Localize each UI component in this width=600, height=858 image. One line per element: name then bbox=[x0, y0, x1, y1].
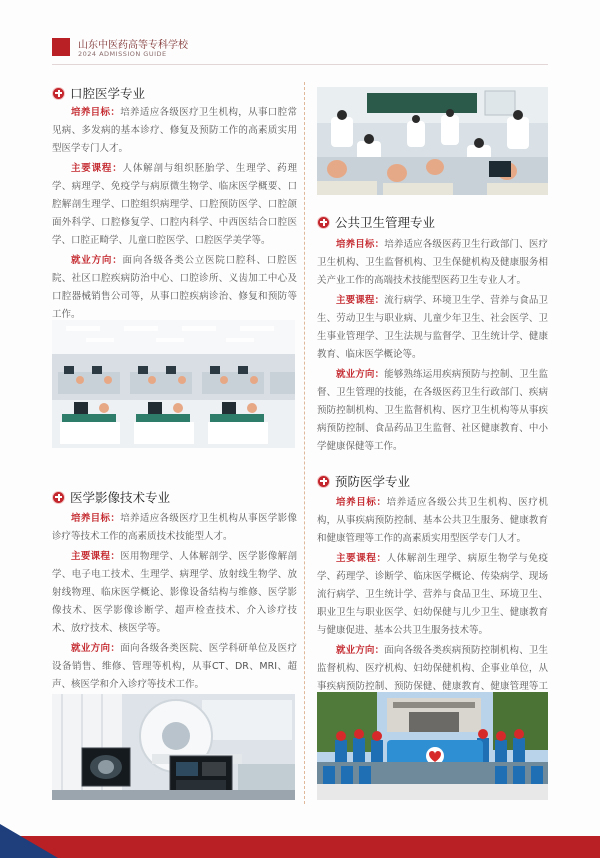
courses-paragraph bbox=[52, 548, 297, 638]
medical-cross-icon bbox=[317, 475, 330, 488]
goal-text: 培养适应各级医药卫生行政部门、医疗卫生机构、卫生监督机构、卫生保健机构及健康服务相关产业工作的高端技术技能型医药卫生专业人才。 bbox=[317, 239, 548, 286]
courses-label: 主要课程： bbox=[336, 295, 385, 306]
courses-text: 人体解剖与组织胚胎学、生理学、药理学、病理学、免疫学与病原微生物学、临床医学概要、口腔解剖生理学、口腔组织病理学、口腔预防医学、口腔颌面外科学、口腔修复学、口腔内科学、中西医结合口腔医学、口腔正畸学、儿童口腔医学、口腔医学美学等。 bbox=[52, 163, 297, 246]
section-body-preventive bbox=[317, 494, 548, 716]
ct-scanner-photo bbox=[52, 694, 295, 800]
section-title-public-health bbox=[317, 213, 435, 231]
section-name: 医学影像技术专业 bbox=[70, 490, 171, 505]
career-paragraph bbox=[52, 252, 297, 324]
goal-label: 培养目标： bbox=[336, 497, 387, 508]
career-label: 就业方向： bbox=[71, 255, 123, 266]
goal-paragraph bbox=[317, 236, 548, 290]
career-label: 就业方向： bbox=[336, 369, 385, 380]
goal-label: 培养目标： bbox=[336, 239, 385, 250]
practice-classroom-photo bbox=[317, 87, 548, 195]
courses-label: 主要课程： bbox=[71, 163, 123, 174]
medical-cross-icon bbox=[52, 491, 65, 504]
goal-text: 培养适应各级医疗卫生机构从事医学影像诊疗等技术工作的高素质技术技能型人才。 bbox=[52, 513, 297, 542]
header-rule bbox=[52, 64, 548, 65]
section-title-preventive bbox=[317, 472, 410, 490]
courses-paragraph bbox=[52, 160, 297, 250]
goal-text: 培养适应各级公共卫生机构、医疗机构，从事疾病预防控制、基本公共卫生服务、健康教育和健康管理等工作的高素质实用型医学专门人才。 bbox=[317, 497, 548, 544]
volunteer-group-photo bbox=[317, 692, 548, 800]
section-name: 口腔医学专业 bbox=[70, 86, 146, 101]
school-logo-mark bbox=[52, 38, 70, 56]
courses-text: 流行病学、环境卫生学、营养与食品卫生、劳动卫生与职业病、儿童少年卫生、社会医学、卫生事业管理学、卫生法规与监督学、卫生统计学、健康教育、临床医学概论等。 bbox=[317, 295, 548, 360]
courses-text: 人体解剖生理学、病原生物学与免疫学、药理学、诊断学、临床医学概论、传染病学、现场流行病学、卫生统计学、营养与食品卫生、环境卫生、职业卫生与职业医学、妇幼保健与儿少卫生、健康教育与健康促进、基本公共卫生服务技术等。 bbox=[317, 553, 548, 636]
section-name: 预防医学专业 bbox=[335, 474, 411, 489]
admission-subtitle: 2024 ADMISSION GUIDE bbox=[78, 50, 167, 58]
courses-label: 主要课程： bbox=[336, 553, 387, 564]
goal-paragraph bbox=[52, 510, 297, 546]
footer-accent bbox=[0, 824, 58, 858]
medical-cross-icon bbox=[52, 87, 65, 100]
goal-label: 培养目标： bbox=[71, 513, 121, 524]
career-text: 能够熟练运用疾病预防与控制、卫生监督、卫生管理的技能，在各级医药卫生行政部门、疾病预防控制机构、卫生监督机构、医疗卫生机构等从事疾病预防控制、食品药品卫生监督、社区健康教育、中小学健康保健等工作。 bbox=[317, 369, 548, 452]
goal-text: 培养适应各级医疗卫生机构，从事口腔常见病、多发病的基本诊疗、修复及预防工作的高素质实用型医学专门人才。 bbox=[52, 107, 297, 154]
career-label: 就业方向： bbox=[71, 643, 121, 654]
medical-cross-icon bbox=[317, 216, 330, 229]
goal-label: 培养目标： bbox=[71, 107, 121, 118]
dental-lab-photo bbox=[52, 320, 295, 448]
courses-label: 主要课程： bbox=[71, 551, 121, 562]
goal-paragraph bbox=[317, 494, 548, 548]
career-text: 面向各级各类医院、医学科研单位及医疗设备销售、维修、管理等机构，从事CT、DR、MRI、超声、核医学和介入诊疗等技术工作。 bbox=[52, 643, 297, 690]
courses-paragraph bbox=[317, 292, 548, 364]
goal-paragraph bbox=[52, 104, 297, 158]
section-body-imaging bbox=[52, 510, 297, 696]
school-name: 山东中医药高等专科学校 bbox=[78, 40, 188, 51]
section-name: 公共卫生管理专业 bbox=[335, 215, 436, 230]
section-body-stomatology bbox=[52, 104, 297, 326]
courses-paragraph bbox=[317, 550, 548, 640]
section-title-stomatology bbox=[52, 84, 145, 102]
career-text: 面向各级各类公立医院口腔科、口腔医院、社区口腔疾病防治中心、口腔诊所、义齿加工中心及口腔器械销售公司等，从事口腔疾病诊治、修复和预防等工作。 bbox=[52, 255, 297, 320]
column-divider bbox=[304, 82, 305, 804]
career-paragraph bbox=[52, 640, 297, 694]
career-text: 面向各级各类疾病预防控制机构、卫生监督机构、医疗机构、妇幼保健机构、企事业单位，从事疾病预防控制、预防保健、健康教育、健康管理等工 bbox=[317, 645, 548, 692]
courses-text: 医用物理学、人体解剖学、医学影像解剖学、电子电工技术、生理学、病理学、放射线生物学、放射线物理、临床医学概论、影像设备结构与维修、医学影像技术、医学影像诊断学、超声检查技术、介入诊疗技术、放疗技术、核医学等。 bbox=[52, 551, 297, 634]
section-body-public-health bbox=[317, 236, 548, 458]
footer-band bbox=[0, 836, 600, 858]
section-title-imaging bbox=[52, 488, 170, 506]
career-paragraph bbox=[317, 366, 548, 456]
career-label: 就业方向： bbox=[336, 645, 385, 656]
